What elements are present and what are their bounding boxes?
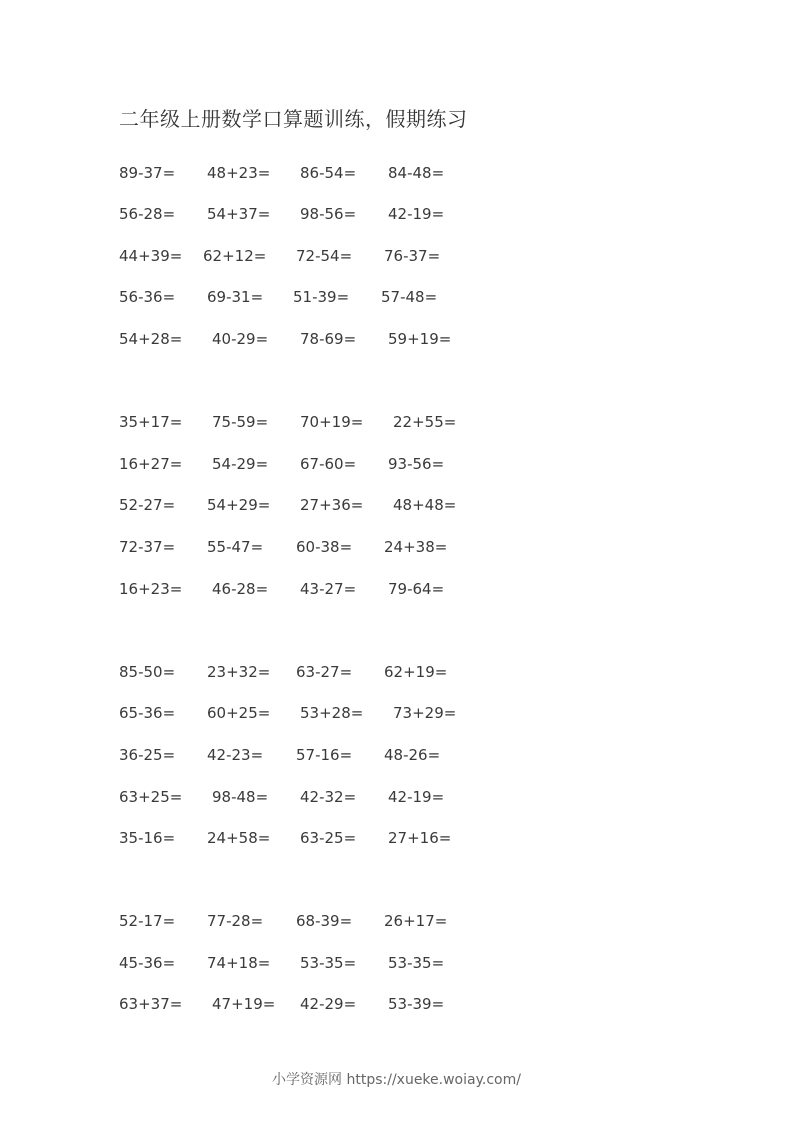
- exercise-item: 56-28=: [119, 205, 176, 223]
- exercise-item: 52-27=: [119, 496, 176, 514]
- exercise-row: [0, 786, 793, 808]
- exercise-item: 79-64=: [388, 580, 445, 598]
- exercise-item: 59+19=: [388, 330, 452, 348]
- exercise-item: 22+55=: [393, 413, 457, 431]
- exercise-item: 73+29=: [393, 704, 457, 722]
- exercise-item: 75-59=: [212, 413, 269, 431]
- exercise-item: 89-37=: [119, 164, 176, 182]
- exercise-item: 53-39=: [388, 995, 445, 1013]
- exercise-row: [0, 203, 793, 225]
- exercise-item: 27+36=: [300, 496, 364, 514]
- exercise-item: 16+23=: [119, 580, 183, 598]
- exercise-item: 54-29=: [212, 455, 269, 473]
- exercise-item: 68-39=: [296, 912, 353, 930]
- exercise-item: 44+39=: [119, 247, 183, 265]
- exercise-item: 57-16=: [296, 746, 353, 764]
- exercise-item: 85-50=: [119, 663, 176, 681]
- exercise-row: [0, 952, 793, 974]
- exercise-item: 45-36=: [119, 954, 176, 972]
- exercise-item: 57-48=: [381, 288, 438, 306]
- exercise-item: 98-56=: [300, 205, 357, 223]
- exercise-item: 67-60=: [300, 455, 357, 473]
- exercise-row: [0, 411, 793, 433]
- exercise-item: 54+29=: [207, 496, 271, 514]
- exercise-row: [0, 827, 793, 849]
- exercise-item: 27+16=: [388, 829, 452, 847]
- exercise-item: 65-36=: [119, 704, 176, 722]
- exercise-item: 26+17=: [384, 912, 448, 930]
- exercise-row: [0, 453, 793, 475]
- exercise-item: 86-54=: [300, 164, 357, 182]
- footer-source: 小学资源网 https://xueke.woiay.com/: [272, 1072, 521, 1088]
- exercise-row: [0, 702, 793, 724]
- exercise-item: 77-28=: [207, 912, 264, 930]
- exercise-row: [0, 286, 793, 308]
- exercise-item: 54+28=: [119, 330, 183, 348]
- exercise-item: 74+18=: [207, 954, 271, 972]
- exercise-row: [0, 162, 793, 184]
- exercise-item: 24+58=: [207, 829, 271, 847]
- exercise-row: [0, 661, 793, 683]
- exercise-item: 63-25=: [300, 829, 357, 847]
- exercise-item: 35-16=: [119, 829, 176, 847]
- exercise-item: 43-27=: [300, 580, 357, 598]
- exercise-item: 24+38=: [384, 538, 448, 556]
- exercise-item: 47+19=: [212, 995, 276, 1013]
- exercise-item: 55-47=: [207, 538, 264, 556]
- exercise-item: 70+19=: [300, 413, 364, 431]
- exercise-item: 48-26=: [384, 746, 441, 764]
- exercise-row: [0, 328, 793, 350]
- exercise-item: 54+37=: [207, 205, 271, 223]
- exercise-item: 63+25=: [119, 788, 183, 806]
- exercise-item: 42-19=: [388, 205, 445, 223]
- exercise-item: 42-23=: [207, 746, 264, 764]
- exercise-row: [0, 744, 793, 766]
- exercise-item: 46-28=: [212, 580, 269, 598]
- exercise-item: 51-39=: [293, 288, 350, 306]
- page-title: 二年级上册数学口算题训练，假期练习: [119, 107, 468, 131]
- exercise-item: 98-48=: [212, 788, 269, 806]
- exercise-item: 78-69=: [300, 330, 357, 348]
- exercise-item: 48+48=: [393, 496, 457, 514]
- exercise-item: 60-38=: [296, 538, 353, 556]
- exercise-item: 62+12=: [203, 247, 267, 265]
- exercise-item: 42-19=: [388, 788, 445, 806]
- exercise-item: 36-25=: [119, 746, 176, 764]
- exercise-row: [0, 910, 793, 932]
- exercise-item: 42-29=: [300, 995, 357, 1013]
- exercise-item: 40-29=: [212, 330, 269, 348]
- exercise-item: 23+32=: [207, 663, 271, 681]
- exercise-item: 48+23=: [207, 164, 271, 182]
- exercise-item: 69-31=: [207, 288, 264, 306]
- exercise-item: 56-36=: [119, 288, 176, 306]
- exercise-item: 76-37=: [384, 247, 441, 265]
- exercise-item: 16+27=: [119, 455, 183, 473]
- exercise-row: [0, 245, 793, 267]
- exercise-row: [0, 494, 793, 516]
- exercise-row: [0, 536, 793, 558]
- exercise-row: [0, 993, 793, 1015]
- exercise-item: 60+25=: [207, 704, 271, 722]
- exercise-item: 62+19=: [384, 663, 448, 681]
- exercise-item: 72-54=: [296, 247, 353, 265]
- exercise-item: 93-56=: [388, 455, 445, 473]
- exercise-item: 53-35=: [300, 954, 357, 972]
- exercise-row: [0, 578, 793, 600]
- exercise-item: 53-35=: [388, 954, 445, 972]
- exercise-item: 53+28=: [300, 704, 364, 722]
- exercise-item: 63-27=: [296, 663, 353, 681]
- exercise-item: 72-37=: [119, 538, 176, 556]
- exercise-item: 63+37=: [119, 995, 183, 1013]
- exercise-item: 84-48=: [388, 164, 445, 182]
- exercise-item: 52-17=: [119, 912, 176, 930]
- exercise-item: 35+17=: [119, 413, 183, 431]
- exercise-item: 42-32=: [300, 788, 357, 806]
